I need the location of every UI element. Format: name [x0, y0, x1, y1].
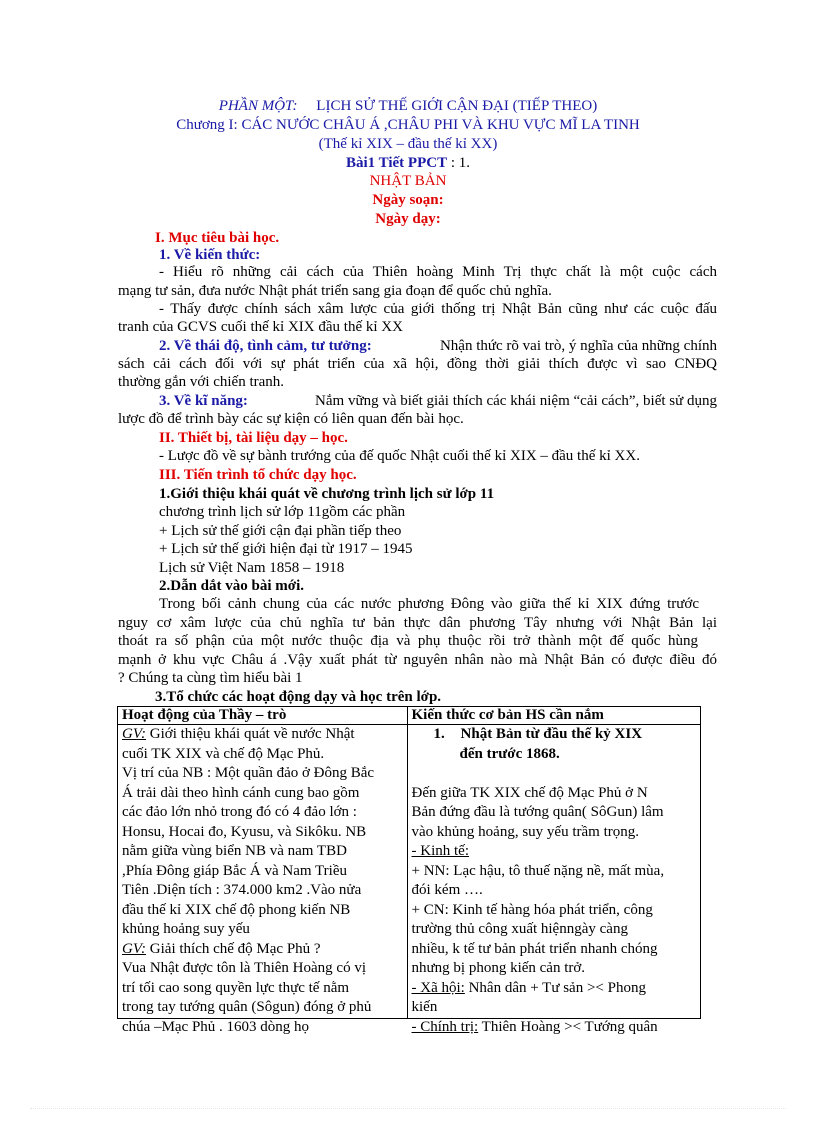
knowledge-text: Nhân dân + Tư sản >< Phong	[464, 979, 646, 996]
objectives-heading: I. Mục tiêu bài học.	[155, 230, 280, 246]
attitude-text: Nhận thức rõ vai trò, ý nghĩa của những chính	[439, 338, 717, 354]
attitude-heading: 2. Về thái độ, tình cảm, tư tưởng:	[159, 338, 372, 354]
teacher-activity-line	[122, 803, 403, 823]
attitude-line: sách cải cách đối với sự phát triển của xã hội, đồng thời giải thích được vì sao CNĐQ	[118, 356, 717, 372]
knowledge-line	[412, 862, 696, 882]
teacher-activity-line	[122, 862, 403, 882]
knowledge-text: Bản đứng đầu là tướng quân( SôGun) lâm	[411, 804, 664, 820]
knowledge-line	[412, 979, 696, 999]
teacher-activity-text: nằm giữa vùng biển NB và nam TBD	[122, 843, 347, 859]
lead-in-line: ? Chúng ta cùng tìm hiểu bài 1	[118, 670, 303, 686]
intro-heading: 1.Giới thiệu khái quát về chương trình lịch sử lớp 11	[159, 486, 495, 502]
page-footer-divider	[30, 1108, 786, 1109]
teacher-activity-line	[122, 764, 403, 784]
process-heading: III. Tiến trình tổ chức dạy học.	[159, 467, 357, 483]
lead-in-line: thoát ra số phận của một nước thuộc địa và phụ thuộc rồi trở thành một đế quốc hùng	[118, 633, 698, 649]
lesson-number: : 1.	[450, 155, 471, 171]
table-row	[118, 725, 701, 1019]
equipment-heading: II. Thiết bị, tài liệu dạy – học.	[159, 430, 348, 446]
organization-heading: 3.Tổ chức các hoạt động dạy và học trên lớp.	[155, 689, 442, 705]
skills-heading: 3. Về kĩ năng:	[159, 393, 248, 409]
knowledge-content	[411, 725, 696, 1035]
knowledge-line	[412, 901, 696, 921]
attitude-line	[159, 337, 717, 355]
knowledge-text: kiến	[411, 999, 438, 1015]
knowledge-label: - Xã hội:	[411, 979, 465, 996]
teacher-activity-line	[122, 901, 403, 921]
knowledge-rows	[412, 784, 696, 1038]
knowledge-line	[412, 1018, 696, 1038]
lead-in-line: nguy cơ xâm lược của chủ nghĩa tư bản thực dân phương Tây nhưng với Nhật Bản lại	[118, 615, 717, 631]
lesson-activity-table	[117, 706, 701, 1035]
knowledge-line	[412, 881, 696, 901]
knowledge-line	[412, 998, 696, 1018]
knowledge-text: + CN: Kinh tế hàng hóa phát triển, công	[411, 901, 653, 918]
teacher-activity-text: cuối TK XIX và chế độ Mạc Phủ.	[122, 745, 325, 762]
prep-date: Ngày soạn:	[372, 192, 444, 208]
intro-line: + Lịch sử thế giới hiện đại từ 1917 – 1945	[159, 541, 413, 557]
teacher-activity-text: Vua Nhật được tôn là Thiên Hoàng có vị	[122, 960, 366, 976]
lead-in-line: mạnh ở khu vực Châu á .Vậy xuất phát từ nguyên nhân nào mà Nhật Bản có được điều đó	[118, 652, 717, 668]
knowledge-text: nhiều, k tế tư bản phát triển nhanh chóng	[411, 940, 658, 957]
gv-prefix: GV:	[122, 726, 147, 742]
skills-text: Nắm vững và biết giải thích các khái niệm “cải cách”, biết sử dụng	[315, 393, 717, 409]
teacher-activity-line	[122, 998, 403, 1018]
lesson-line	[0, 154, 816, 172]
teacher-activity-text: trong tay tướng quân (Sôgun) đóng ở phủ	[122, 999, 372, 1015]
knowledge-text: nhưng bị phong kiến cản trở.	[411, 960, 586, 976]
knowledge-heading: 1. Về kiến thức:	[159, 247, 261, 263]
part-heading	[0, 97, 816, 115]
period-subtitle: (Thế kỉ XIX – đầu thế kỉ XX)	[318, 136, 498, 152]
teacher-activity-line	[122, 940, 403, 960]
teacher-activity-text: chúa –Mạc Phủ . 1603 dòng họ	[122, 1018, 310, 1035]
column-header-teacher-student: Hoạt động của Thầy – trò	[118, 707, 408, 725]
teacher-activity-text: Giới thiệu khái quát về nước Nhật	[146, 726, 355, 742]
section-heading	[412, 725, 696, 745]
teach-date: Ngày dạy:	[375, 211, 441, 227]
section-heading-line2: đến trước 1868.	[459, 745, 560, 762]
knowledge-line	[412, 959, 696, 979]
intro-line: Lịch sử Việt Nam 1858 – 1918	[159, 560, 345, 576]
attitude-line: thường gắn với chiến tranh.	[118, 374, 285, 390]
knowledge-line	[412, 940, 696, 960]
teacher-activity-line	[122, 784, 403, 804]
teacher-activity-text: ,Phía Đông giáp Bắc Á và Nam Triều	[122, 862, 347, 879]
knowledge-line	[412, 784, 696, 804]
knowledge-label: - Chính trị:	[411, 1018, 479, 1035]
skills-line: lược đồ để trình bày các sự kiện có liên quan đến bài học.	[118, 411, 464, 427]
lesson-label: Bài1 Tiết PPCT	[345, 155, 448, 171]
teacher-activity-line	[122, 979, 403, 999]
teacher-activity-cell	[118, 725, 408, 1035]
teacher-activity-text: khủng hoảng suy yếu	[122, 921, 250, 937]
skills-line	[159, 392, 717, 410]
teacher-activity-content	[122, 725, 403, 1035]
knowledge-text: + NN: Lạc hậu, tô thuế nặng nề, mất mùa,	[411, 862, 665, 879]
knowledge-line: - Thấy được chính sách xâm lược của giới thống trị Nhật Bản cũng như các cuộc đấu	[159, 301, 717, 317]
teacher-activity-text: Tiên .Diện tích : 374.000 km2 .Vào nửa	[122, 882, 362, 898]
knowledge-line: tranh của GCVS cuối thế kỉ XIX đầu thế kỉ XX	[118, 319, 403, 335]
lead-in-heading: 2.Dẫn dắt vào bài mới.	[159, 578, 304, 594]
teacher-activity-line	[122, 1018, 403, 1038]
knowledge-text: trường thủ công xuất hiệnngày càng	[411, 921, 628, 937]
column-header-key-knowledge: Kiến thức cơ bản HS cần nắm	[407, 707, 700, 725]
knowledge-line	[412, 842, 696, 862]
equipment-line: - Lược đồ về sự bành trướng của đế quốc Nhật cuối thế kỉ XIX – đầu thế kỉ XX.	[159, 448, 640, 464]
teacher-activity-line	[122, 959, 403, 979]
gv-prefix: GV:	[122, 940, 147, 957]
teacher-activity-line	[122, 842, 403, 862]
spacer	[412, 764, 696, 784]
knowledge-line	[412, 823, 696, 843]
knowledge-text: đói kém ….	[411, 882, 483, 898]
knowledge-line	[412, 803, 696, 823]
teacher-activity-line	[122, 881, 403, 901]
teacher-activity-text: trí tối cao song quyền lực thực tế nằm	[122, 979, 350, 996]
teacher-activity-line	[122, 725, 403, 745]
teacher-activity-text: Vị trí của NB : Một quần đảo ở Đông Bắc	[122, 765, 375, 781]
knowledge-cell	[407, 725, 700, 1035]
knowledge-text: Thiên Hoàng >< Tướng quân	[478, 1018, 658, 1035]
teacher-activity-text: Giải thích chế độ Mạc Phủ ?	[146, 940, 321, 957]
intro-line: + Lịch sử thế giới cận đại phần tiếp theo	[159, 523, 402, 539]
teacher-activity-line	[122, 920, 403, 940]
teacher-activity-text: Á trải dài theo hình cánh cung bao gồm	[122, 784, 360, 801]
teacher-activity-text: đầu thế kỉ XIX chế độ phong kiến NB	[122, 901, 351, 918]
table-header-row	[118, 707, 701, 725]
teacher-activity-line	[122, 823, 403, 843]
chapter-title: Chương I: CÁC NƯỚC CHÂU Á ,CHÂU PHI VÀ KHU VỰC MĨ LA TINH	[176, 117, 640, 133]
part-title: LỊCH SỬ THẾ GIỚI CẬN ĐẠI (TIẾP THEO)	[316, 98, 598, 114]
knowledge-label: - Kinh tế:	[411, 843, 470, 859]
knowledge-line	[412, 920, 696, 940]
part-label: PHẦN MỘT:	[218, 98, 298, 114]
teacher-activity-line	[122, 745, 403, 765]
knowledge-line: mạng tư sản, đưa nước Nhật phát triển sang gia đoạn để quốc chủ nghĩa.	[118, 283, 552, 299]
intro-line: chương trình lịch sử lớp 11gồm các phần	[159, 504, 406, 520]
knowledge-text: vào khủng hoảng, suy yếu trầm trọng.	[411, 823, 639, 840]
section-heading-line1: Nhật Bản từ đầu thế kỷ XIX	[460, 726, 643, 742]
knowledge-text: Đến giữa TK XIX chế độ Mạc Phủ ở N	[411, 784, 648, 801]
teacher-activity-text: Honsu, Hocai đo, Kyusu, và Sikôku. NB	[122, 823, 367, 840]
lead-in-line: Trong bối cảnh chung của các nước phương Đông vào giữa thế kỉ XIX đứng trước	[159, 596, 699, 612]
lesson-title: NHẬT BẢN	[369, 173, 447, 189]
section-number: 1.	[433, 726, 445, 742]
teacher-activity-text: các đảo lớn nhỏ trong đó có 4 đảo lớn :	[122, 804, 357, 820]
knowledge-line: - Hiểu rõ những cải cách của Thiên hoàng Minh Trị thực chất là một cuộc cách	[159, 264, 717, 280]
